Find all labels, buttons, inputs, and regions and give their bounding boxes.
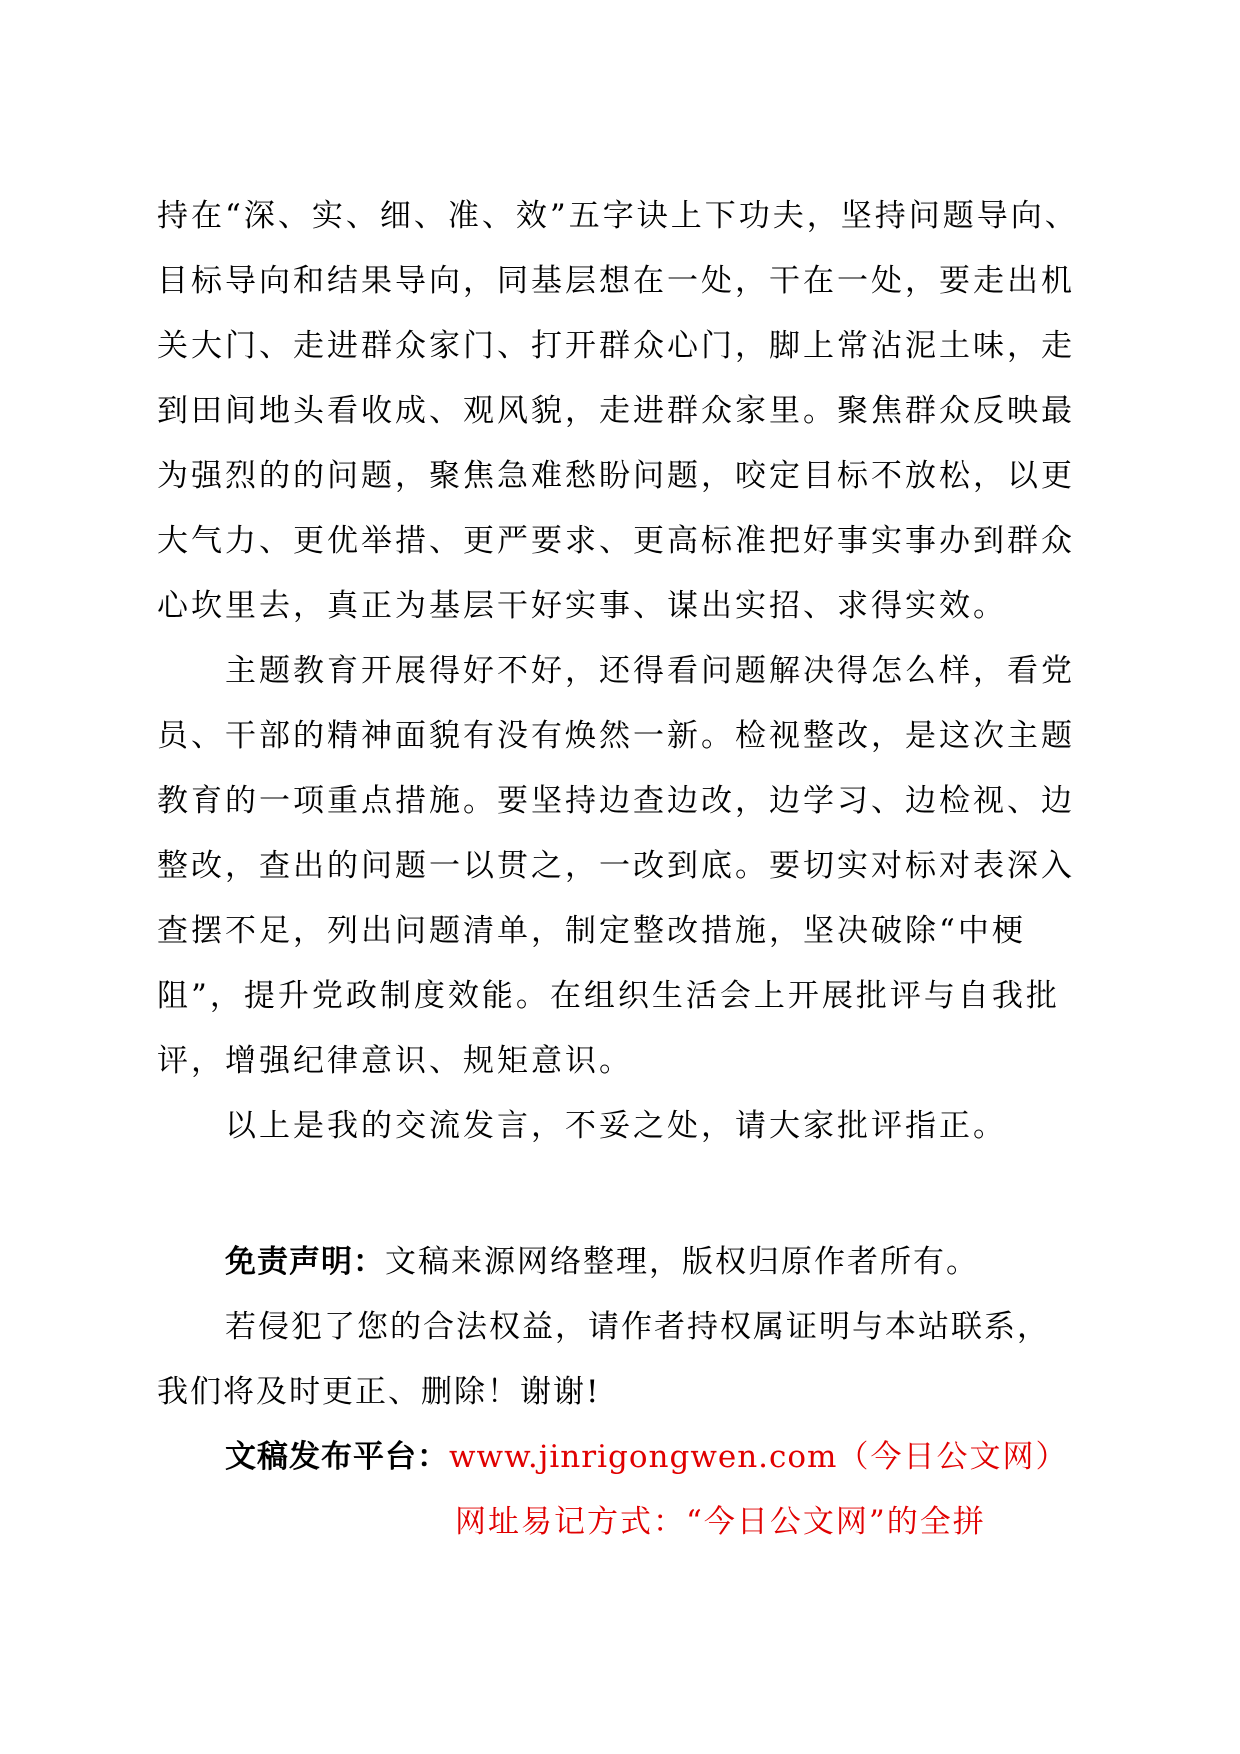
body-line: 到田间地头看收成、观风貌，走进群众家里。聚焦群众反映最 bbox=[157, 393, 1075, 429]
platform-name: （今日公文网） bbox=[837, 1439, 1069, 1475]
document-body bbox=[157, 184, 1087, 1159]
body-line: 大气力、更优举措、更严要求、更高标准把好事实事办到群众 bbox=[157, 523, 1075, 559]
infringement-line-2: 我们将及时更正、删除！谢谢! bbox=[157, 1374, 601, 1410]
body-line: 教育的一项重点措施。要坚持边查边改，边学习、边检视、边 bbox=[157, 783, 1075, 819]
disclaimer-label: 免责声明： bbox=[225, 1244, 385, 1280]
paragraph-start-line: 主题教育开展得好不好，还得看问题解决得怎么样，看党 bbox=[225, 653, 1075, 689]
body-line: 整改，查出的问题一以贯之，一改到底。要切实对标对表深入 bbox=[157, 848, 1075, 884]
url-memo: 网址易记方式：“今日公文网”的全拼 bbox=[455, 1504, 986, 1540]
body-line: 查摆不足，列出问题清单，制定整改措施，坚决破除“中梗 bbox=[157, 913, 1026, 949]
body-line: 员、干部的精神面貌有没有焕然一新。检视整改，是这次主题 bbox=[157, 718, 1075, 754]
platform-label: 文稿发布平台： bbox=[225, 1439, 449, 1475]
body-line: 持在“深、实、细、准、效”五字诀上下功夫，坚持问题导向、 bbox=[157, 198, 1079, 234]
infringement-line-1: 若侵犯了您的合法权益，请作者持权属证明与本站联系， bbox=[225, 1309, 1050, 1345]
body-line: 目标导向和结果导向，同基层想在一处，干在一处，要走出机 bbox=[157, 263, 1075, 299]
disclaimer-text: 文稿来源网络整理，版权归原作者所有。 bbox=[385, 1244, 979, 1280]
platform-line bbox=[157, 1425, 1087, 1490]
body-line: 为强烈的的问题，聚焦急难愁盼问题，咬定目标不放松，以更 bbox=[157, 458, 1075, 494]
body-line: 阻”，提升党政制度效能。在组织生活会上开展批评与自我批 bbox=[157, 978, 1060, 1014]
disclaimer-line bbox=[157, 1230, 1087, 1295]
closing-line: 以上是我的交流发言，不妥之处，请大家批评指正。 bbox=[225, 1108, 1007, 1144]
disclaimer-section bbox=[157, 1230, 1087, 1555]
platform-url-link[interactable]: www.jinrigongwen.com bbox=[449, 1439, 838, 1475]
body-line: 评，增强纪律意识、规矩意识。 bbox=[157, 1043, 633, 1079]
body-line: 心坎里去，真正为基层干好实事、谋出实招、求得实效。 bbox=[157, 588, 1007, 624]
body-line: 关大门、走进群众家门、打开群众心门，脚上常沾泥土味，走 bbox=[157, 328, 1075, 364]
